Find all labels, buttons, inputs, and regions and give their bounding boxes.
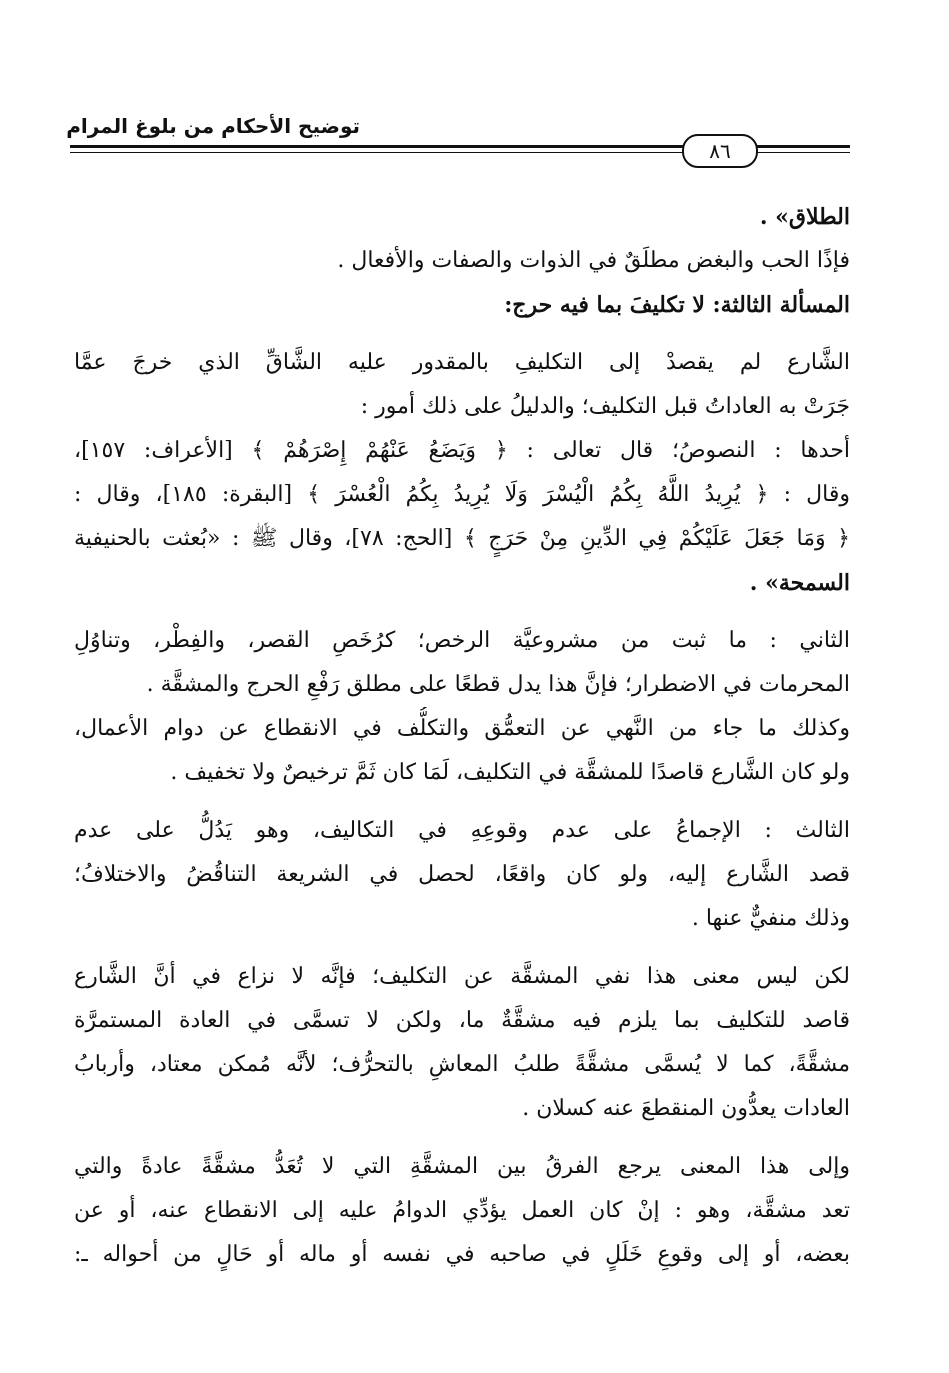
text-line: لكن ليس معنى هذا نفي المشقَّة عن التكليف؛ فإنَّه لا نزاع في أنَّ الشَّارع xyxy=(74,964,850,989)
text-line: قصد الشَّارع إليه، ولو كان واقعًا، لحصل في الشريعة التناقُضُ والاختلافُ؛ xyxy=(74,862,850,887)
running-title: توضيح الأحكام من بلوغ المرام xyxy=(66,114,360,138)
text-line: وكذلك ما جاء من النَّهي عن التعمُّق والتكلُّف في الانقطاع عن دوام الأعمال، xyxy=(74,716,850,741)
page-body xyxy=(74,195,850,1277)
paragraph-gap xyxy=(74,1131,850,1145)
paragraph-gap xyxy=(74,941,850,955)
text-line: تعد مشقَّة، وهو : إنْ كان العمل يؤدِّي الدوامُ عليه إلى الانقطاع عنه، أو عن xyxy=(74,1198,850,1223)
text-line: الثاني : ما ثبت من مشروعيَّة الرخص؛ كرُخَصِ القصر، والفِطْر، وتناوُلِ xyxy=(74,628,850,653)
text-line: فإذًا الحب والبغض مطلَقٌ في الذوات والصفات والأفعال . xyxy=(337,248,850,273)
paragraph-gap xyxy=(74,327,850,341)
text-line: الطلاق» . xyxy=(759,204,850,230)
text-line: أحدها : النصوصُ؛ قال تعالى : ﴿ وَيَضَعُ عَنْهُمْ إِصْرَهُمْ ﴾ [الأعراف: ١٥٧]، xyxy=(74,438,850,463)
text-line: قاصد للتكليف بما يلزم فيه مشقَّةٌ ما، ولكن لا تسمَّى في العادة المستمرَّة xyxy=(74,1008,850,1033)
text-line: ولو كان الشَّارع قاصدًا للمشقَّة في التكليف، لَمَا كان ثَمَّ ترخيصٌ ولا تخفيف . xyxy=(170,760,850,785)
text-line: بعضه، أو إلى وقوعِ خَلَلٍ في صاحبه في نفسه أو ماله أو حَالٍ من أحواله ـ: xyxy=(74,1242,850,1267)
text-line: وإلى هذا المعنى يرجع الفرقُ بين المشقَّةِ التي لا تُعَدُّ مشقَّةً عادةً والتي xyxy=(74,1154,850,1179)
text-line: وقال : ﴿ يُرِيدُ اللَّهُ بِكُمُ الْيُسْرَ وَلَا يُرِيدُ بِكُمُ الْعُسْرَ ﴾ [البقرة: ١٨٥]، وقال : xyxy=(74,482,850,507)
page-number: ٨٦ xyxy=(682,134,758,168)
text-line: جَرَتْ به العاداتُ قبل التكليف؛ والدليلُ على ذلك أمور : xyxy=(360,394,850,419)
text-line: السمحة» . xyxy=(749,570,850,596)
text-line: مشقَّةً، كما لا يُسمَّى مشقَّةً طلبُ المعاشِ بالتحرُّف؛ لأنَّه مُمكن معتاد، وأربابُ xyxy=(74,1052,850,1077)
text-line: العادات يعدُّون المنقطعَ عنه كسلان . xyxy=(522,1096,850,1121)
text-line: الشَّارع لم يقصدْ إلى التكليفِ بالمقدور عليه الشَّاقِّ الذي خرجَ عمَّا xyxy=(74,350,850,375)
paragraph-gap xyxy=(74,605,850,619)
text-line: وذلك منفيٌّ عنها . xyxy=(691,906,850,931)
text-line: ﴿ وَمَا جَعَلَ عَلَيْكُمْ فِي الدِّينِ مِنْ حَرَجٍ ﴾ [الحج: ٧٨]، وقال ﷺ : «بُعثت بالحنيفية xyxy=(74,526,850,551)
text-line: المحرمات في الاضطرار؛ فإنَّ هذا يدل قطعًا على مطلق رَفْعِ الحرج والمشقَّة . xyxy=(146,672,850,697)
text-line: الثالث : الإجماعُ على عدم وقوعِهِ في التكاليف، وهو يَدُلُّ على عدم xyxy=(74,818,850,843)
text-line: المسألة الثالثة: لا تكليفَ بما فيه حرج: xyxy=(504,292,850,318)
page-header xyxy=(66,104,850,174)
paragraph-gap xyxy=(74,795,850,809)
